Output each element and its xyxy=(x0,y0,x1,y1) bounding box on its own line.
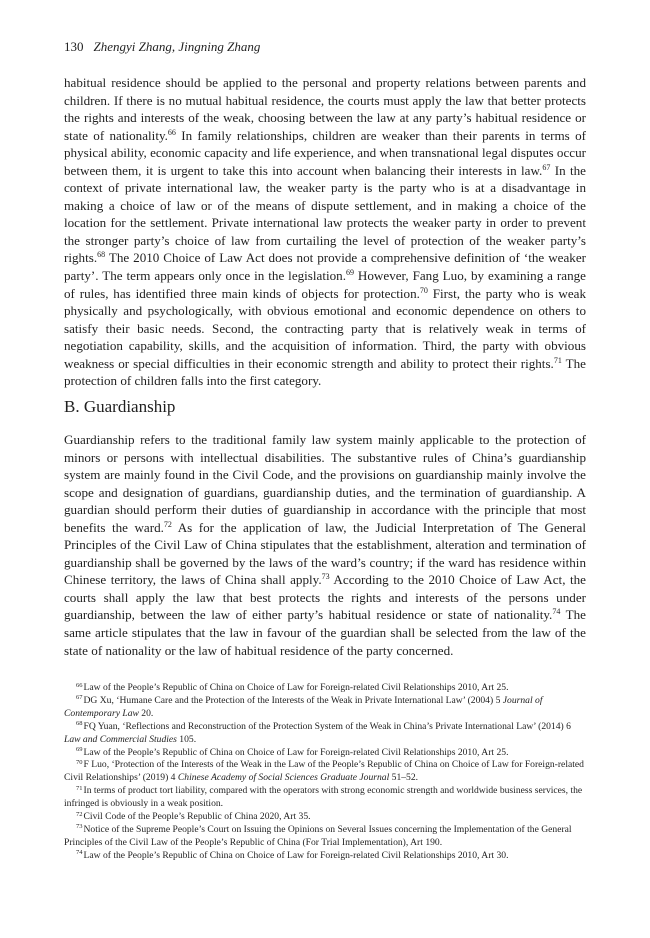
footnote xyxy=(64,824,586,850)
paragraph-text: habitual residence should be applied to the personal and property relations between parents and children. If there is no mutual habitual residence, the courts must apply the law that better protects the rights and interests of the weak, choosing between the law at any party’s habitual residence or state of nationality. xyxy=(64,75,586,143)
footnote xyxy=(64,747,586,760)
footnote-text: Civil Code of the People’s Republic of China 2020, Art 35. xyxy=(83,811,311,823)
footnote-reference: 73 xyxy=(321,572,330,582)
footnote-text: Law of the People’s Republic of China on Choice of Law for Foreign-related Civil Relationships 2010, Art 30. xyxy=(83,849,509,861)
footnote xyxy=(64,682,586,695)
footnote-number: 72 xyxy=(76,810,83,818)
paragraph-text: In family relationships, children are weaker than their parents in terms of physical ability, economic capacity and life experience, and when transnational legal disputes occur between them, it is urgent to take this into account when balancing their interests in law. xyxy=(64,127,586,178)
body-paragraph-2 xyxy=(64,431,586,659)
paragraph-text: As for the application of law, the Judicial Interpretation of The General Principles of the Civil Law of China stipulates that the establishment, alteration and termination of guardianship shall be governed by the laws of the ward’s country; if the ward has residence within Chinese territory, the laws of China shall apply. xyxy=(64,519,586,588)
footnote-journal-title: Law and Commercial Studies xyxy=(64,733,177,745)
paragraph-text: The protection of children falls into the first category. xyxy=(64,355,586,389)
footnote-journal-title: Chinese Academy of Social Sciences Graduate Journal xyxy=(177,772,390,784)
footnote-text: F Luo, ‘Protection of the Interests of the Weak in the Law of the People’s Republic of China on Choice of Law for Foreign-related Civil Relationships’ (2019) 4 xyxy=(64,759,584,784)
body-paragraph-1 xyxy=(64,74,586,390)
footnote-text: FQ Yuan, ‘Reflections and Reconstruction of the Protection System of the Weak in China’s Private International Law’ (2014) 6 xyxy=(83,720,571,732)
paragraph-text: First, the party who is weak physically and psychologically, with obvious emotional and economic dependence on others to satisfy their basic needs. Second, the contracting party that is relatively weak in terms of negotiation capability, skills, and the acquisition of information. Third, the party with obvious weakness or special difficulties in their economic strength and ability to protect their rights. xyxy=(64,285,586,371)
footnote-text: Law of the People’s Republic of China on Choice of Law for Foreign-related Civil Relationships 2010, Art 25. xyxy=(83,682,509,693)
footnote xyxy=(64,811,586,824)
footnote-text: 105. xyxy=(176,733,197,745)
footnote xyxy=(64,759,586,785)
footnote xyxy=(64,721,586,747)
footnote-reference: 74 xyxy=(552,607,561,617)
running-head-authors: Zhengyi Zhang, Jingning Zhang xyxy=(93,39,261,54)
running-head xyxy=(64,39,260,55)
footnote-text: 51–52. xyxy=(389,772,419,784)
footnote-text: Notice of the Supreme People’s Court on Issuing the Opinions on Several Issues concerning the Implementation of the General Principles of the Civil Law of the People’s Republic of China (For Trial Implementation), Art 190. xyxy=(64,823,572,848)
footnote xyxy=(64,850,586,863)
footnote-reference: 66 xyxy=(167,127,176,137)
paragraph-text: The 2010 Choice of Law Act does not provide a comprehensive definition of ‘the weaker party’. The term appears only once in the legislation. xyxy=(64,250,586,284)
footnote-text: DG Xu, ‘Humane Care and the Protection of the Interests of the Weak in Private International Law’ (2004) 5 xyxy=(83,694,503,706)
footnote-text: In terms of product tort liability, compared with the operators with strong economic strength and worldwide business services, the infringed is obviously in a weak position. xyxy=(64,785,583,810)
footnote-number: 66 xyxy=(76,681,83,689)
footnotes xyxy=(64,682,586,863)
paragraph-text: In the context of private international law, the weaker party is the party who is at a disadvantage in making a choice of law or of the means of dispute settlement, and in making a choice of the location for the settlement. Private international law protects the weaker party in order to prevent the stronger party’s choice of law from curtailing the level of protection of the weaker party’s rights. xyxy=(64,162,586,266)
footnote-number: 68 xyxy=(76,720,83,728)
paragraph-text: However, Fang Luo, by examining a range of rules, has identified three main kinds of objects for protection. xyxy=(64,268,586,301)
paragraph-text: Guardianship refers to the traditional family law system mainly applicable to the protection of minors or persons with intellectual disabilities. The substantive rules of China’s guardianship system are mainly found in the Civil Code, and the provisions on guardianship mainly involve the scope and designation of guardians, guardianship duties, and the termination of guardianship. A guardian should perform their duties of guardianship in accordance with the principle that most benefits the ward. xyxy=(64,432,586,535)
section-heading: B. Guardianship xyxy=(64,397,176,416)
footnote-number: 74 xyxy=(76,849,83,857)
footnote xyxy=(64,695,586,721)
footnote-reference: 67 xyxy=(542,162,551,172)
page-number: 130 xyxy=(64,39,84,54)
footnote xyxy=(64,785,586,811)
footnote-reference: 72 xyxy=(163,519,172,529)
footnote-journal-title: Journal of Contemporary Law xyxy=(64,694,543,719)
footnote-text: Law of the People’s Republic of China on Choice of Law for Foreign-related Civil Relationships 2010, Art 25. xyxy=(83,746,509,758)
footnote-number: 71 xyxy=(76,784,83,792)
footnote-number: 67 xyxy=(76,694,83,702)
paragraph-text: The same article stipulates that the law in favour of the guardian shall be selected from the law of the state of nationality or the law of habitual residence of the party concerned. xyxy=(64,607,586,658)
footnote-reference: 68 xyxy=(97,250,106,260)
footnote-number: 70 xyxy=(76,758,83,766)
footnote-reference: 69 xyxy=(346,268,354,278)
footnote-text: 20. xyxy=(138,707,154,719)
footnote-number: 69 xyxy=(76,746,83,754)
footnote-number: 73 xyxy=(76,823,83,831)
paragraph-text: According to the 2010 Choice of Law Act, the courts shall apply the law that best protects the rights and interests of the persons under guardianship, between the law of either party’s habitual residence or state of nationality. xyxy=(64,572,586,623)
footnote-reference: 71 xyxy=(553,355,562,365)
footnote-reference: 70 xyxy=(419,285,428,295)
